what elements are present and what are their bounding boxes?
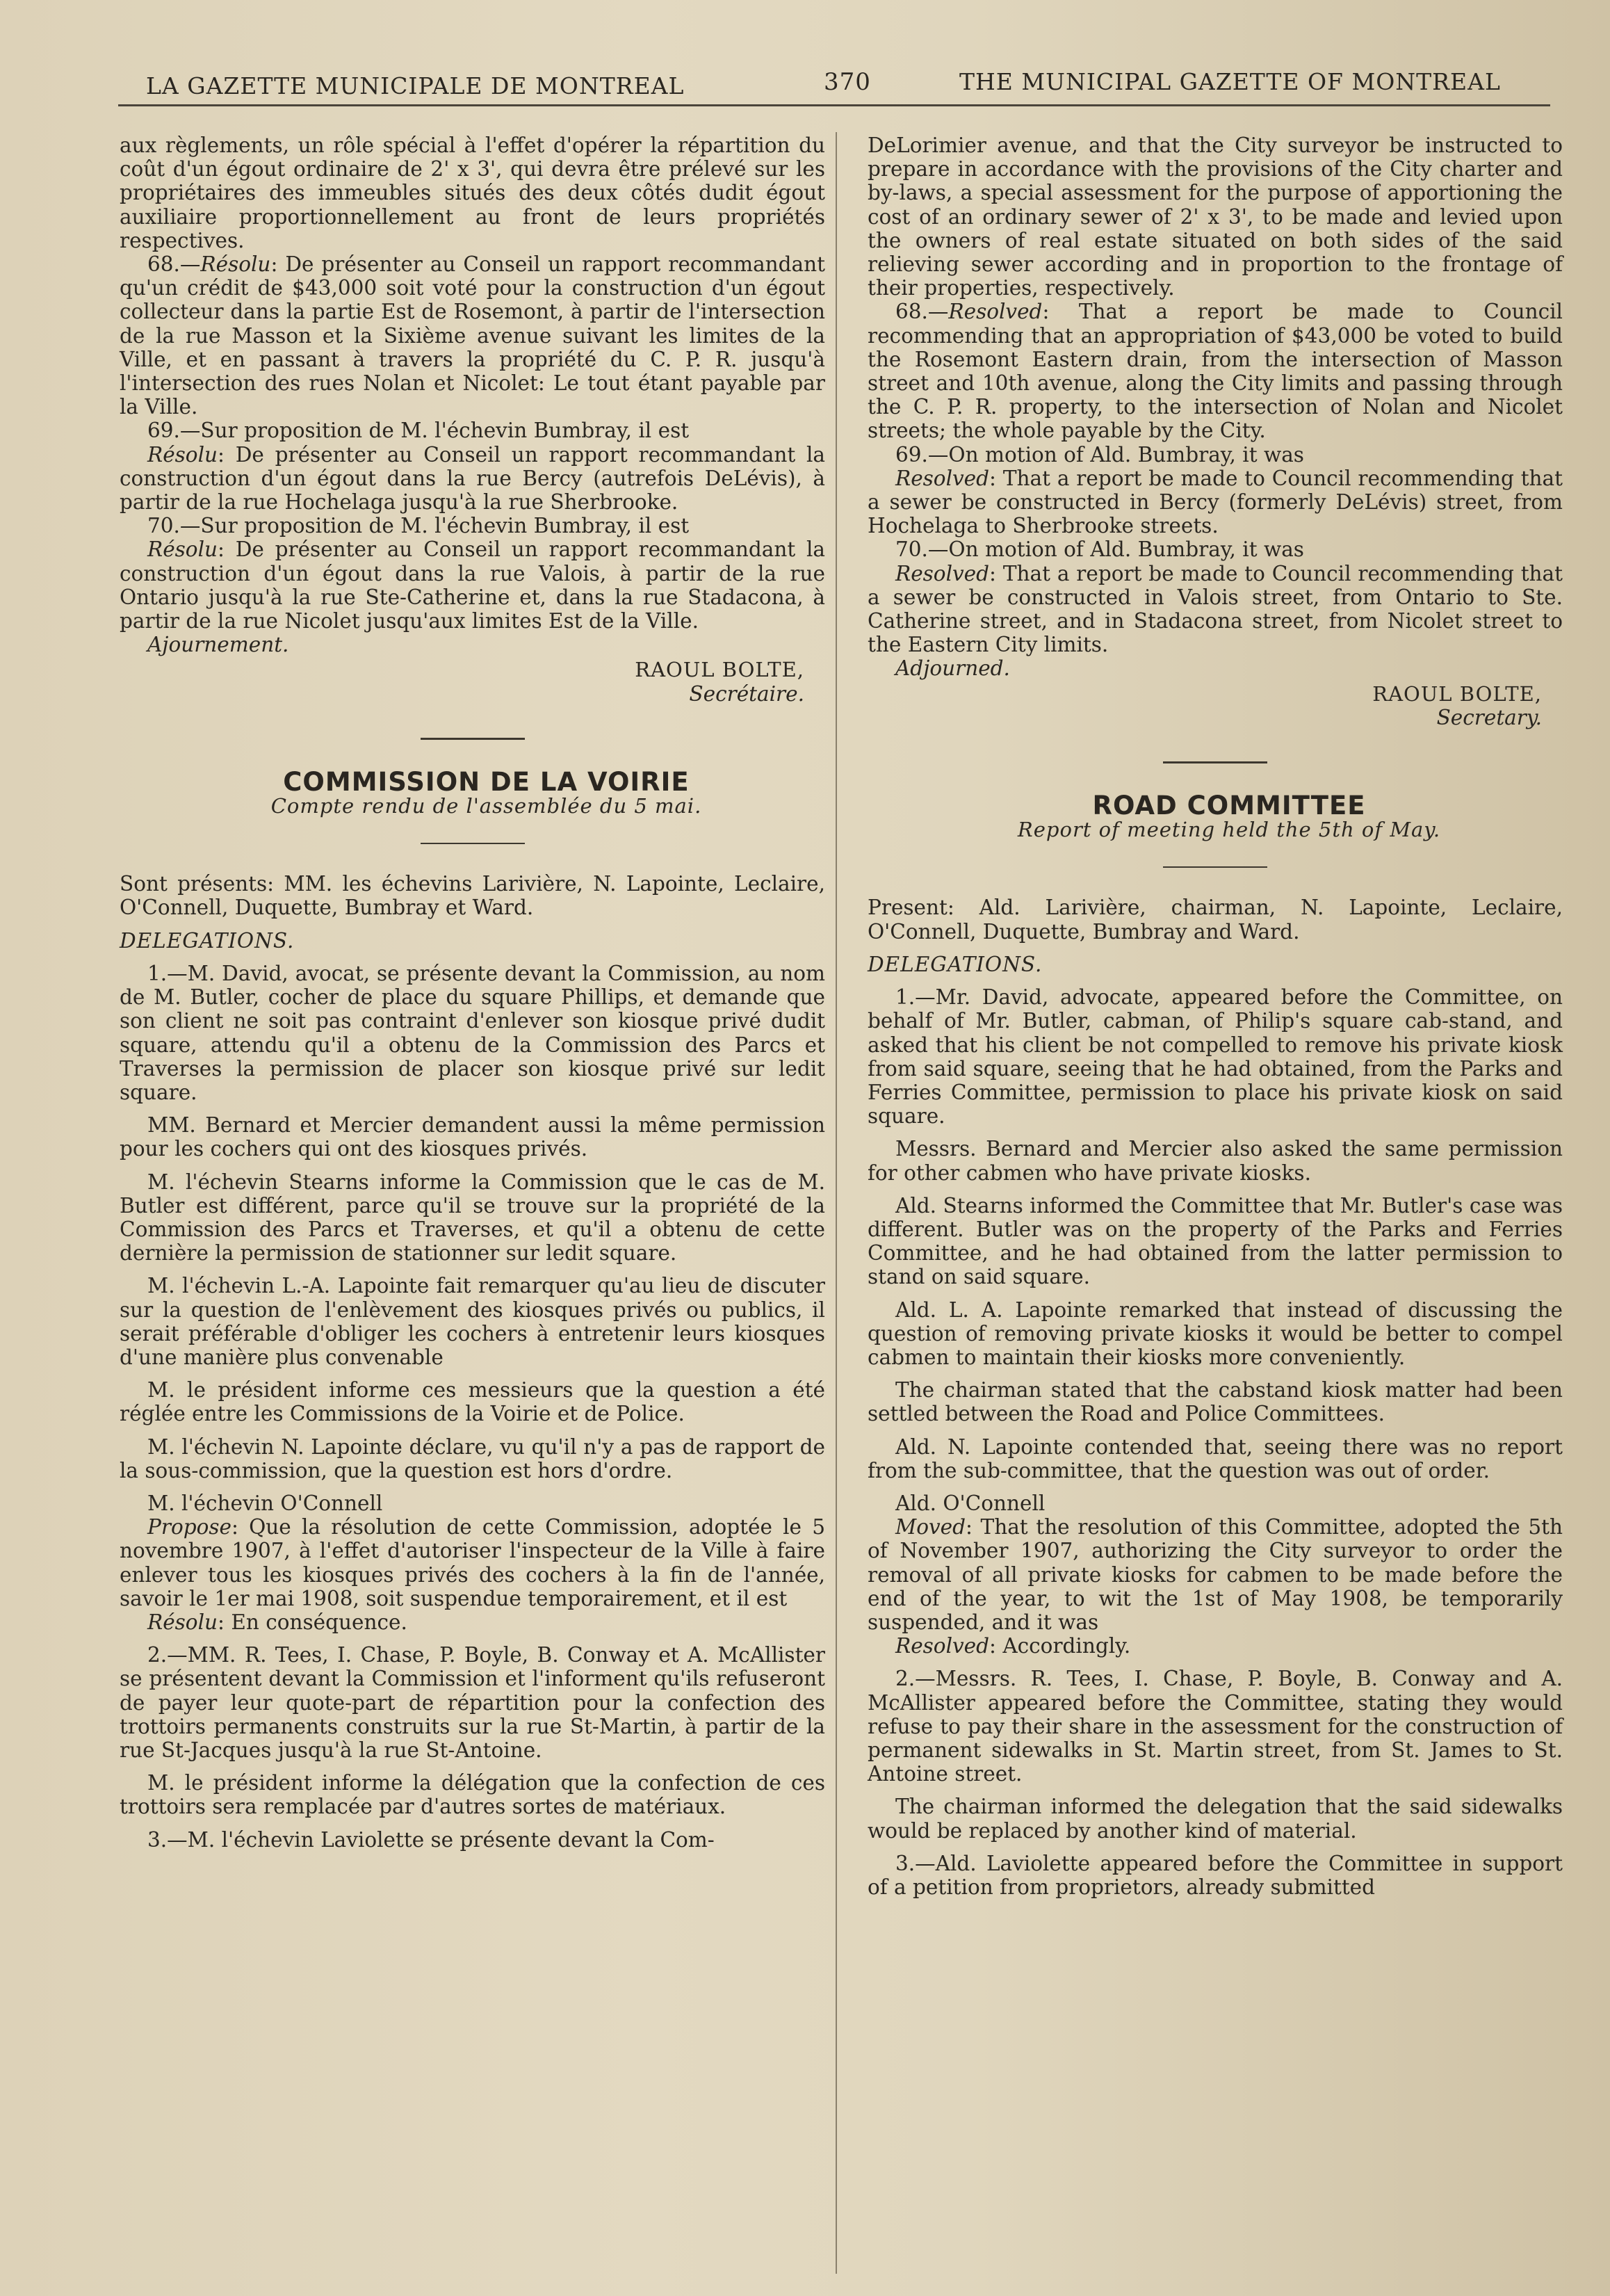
paragraph: Ald. O'Connell <box>895 1491 1046 1515</box>
paragraph-70: 70.—Sur proposition de M. l'échevin Bumbray, il est <box>147 514 690 538</box>
paragraph: Ald. L. A. Lapointe remarked that instead of discussing the question of removing private kiosks it would be better to compel cabmen to maintain their kiosks more conveniently. <box>868 1297 1563 1369</box>
page-header <box>139 68 1522 110</box>
delegation-2: 2.—Messrs. R. Tees, I. Chase, P. Boyle, B. Conway and A. McAllister appeared before the Committee, stating they would refuse to pay their share in the assessment for the construction of permanent sidewalks in St. Martin street, from St. James to St. Antoine street. <box>868 1667 1563 1786</box>
resolution-label: Résolu <box>147 1610 218 1634</box>
subsection-rule <box>421 843 525 844</box>
item-number: 68.— <box>895 300 949 324</box>
adjournment: Adjourned. <box>895 656 1010 681</box>
signature-title: Secretary. <box>1436 705 1542 729</box>
column-divider <box>836 132 837 2274</box>
section-subheading: Compte rendu de l'assemblée du 5 mai. <box>270 794 702 818</box>
section-rule <box>1163 761 1267 763</box>
resolution-text: : En conséquence. <box>218 1610 407 1634</box>
delegations-label: DELEGATIONS. <box>120 928 295 953</box>
paragraph: M. l'échevin N. Lapointe déclare, vu qu'il n'y a pas de rapport de la sous-commission, que la question est hors d'ordre. <box>120 1434 825 1482</box>
paragraph-68 <box>120 252 825 419</box>
resolution-label: Resolved <box>895 561 990 585</box>
paragraph: The chairman stated that the cabstand kiosk matter had been settled between the Road and Police Committees. <box>868 1378 1563 1426</box>
paragraph: M. l'échevin O'Connell <box>147 1491 383 1515</box>
resolution-text: : De présenter au Conseil un rapport recommandant la construction d'un égout dans la rue Bercy (autrefois DeLévis), à partir de la rue Hochelaga jusqu'à la rue Sherbrooke. <box>120 442 825 515</box>
paragraph: M. l'échevin Stearns informe la Commission que le cas de M. Butler est différent, parce qu'il se trouve sur la propriété de la Commission des Parcs et Traverses, et qu'il a obtenu de cette dernière la permission de stationner sur ledit square. <box>120 1170 825 1266</box>
paragraph-70-resolution <box>120 537 825 633</box>
delegation-1: 1.—M. David, avocat, se présente devant la Commission, au nom de M. Butler, cocher de place du square Phillips, et demande que son client ne soit pas contraint d'enlever son kiosque privé dudit square, attendu qu'il a obtenu de la Commission des Parcs et Traverses la permission de placer son kiosque privé sur ledit square. <box>120 961 825 1104</box>
paragraph-70: 70.—On motion of Ald. Bumbray, it was <box>895 537 1304 562</box>
motion-text: : Que la résolution de cette Commission, adoptée le 5 novembre 1907, à l'effet d'autoriser l'inspecteur de la Ville à faire enlever tous les kiosques privés des cochers à la fin de l'année, savoir le 1er mai 1908, soit suspendue temporairement, et il est <box>120 1515 825 1610</box>
paragraph-69: 69.—Sur proposition de M. l'échevin Bumbray, il est <box>147 419 690 443</box>
paragraph-69-resolution <box>120 443 825 515</box>
paragraph: DeLorimier avenue, and that the City surveyor be instructed to prepare in accordance with the provisions of the City charter and by-laws, a special assessment for the purpose of apportioning the cost of an ordinary sewer of 2' x 3', to be made and levied upon the owners of real estate situated on both sides of the said relieving sewer according and in proportion to the frontage of their properties, respectively. <box>868 134 1563 300</box>
delegations-label: DELEGATIONS. <box>868 952 1043 976</box>
resolution-label: Resolved <box>895 466 990 490</box>
paragraph-68 <box>868 300 1563 442</box>
resolution-text: : That a report be made to Council recommending that a sewer be constructed in Bercy (formerly DeLévis) street, from Hochelaga to Sherbrooke streets. <box>868 466 1563 538</box>
resolution-text: : De présenter au Conseil un rapport recommandant la construction d'un égout dans la rue Valois, à partir de la rue Ontario jusqu'à la rue Ste-Catherine et, dans la rue Stadacona, à partir de la rue Nicolet jusqu'aux limites Est de la Ville. <box>120 537 825 633</box>
motion-text: : That the resolution of this Committee, adopted the 5th of November 1907, authorizing the City surveyor to order the removal of all private kiosks for cabmen to be made before the end of the year, to wit the 1st of May 1908, be temporarily suspended, and it was <box>868 1515 1563 1634</box>
section-heading: ROAD COMMITTEE <box>1092 791 1366 821</box>
section-rule <box>421 738 525 740</box>
motion <box>868 1515 1563 1634</box>
motion-label: Moved <box>895 1515 966 1539</box>
header-title-english: THE MUNICIPAL GAZETTE OF MONTREAL <box>959 68 1501 95</box>
motion <box>120 1515 825 1610</box>
attendance: Sont présents: MM. les échevins Larivière, N. Lapointe, Leclaire, O'Connell, Duquette, Bumbray et Ward. <box>120 872 825 920</box>
resolution-text: : That a report be made to Council recommending that an appropriation of $43,000 be voted to build the Rosemont Eastern drain, from the intersection of Masson street and 10th avenue, along the City limits and passing through the C. P. R. property, to the intersection of Nolan and Nicolet streets; the whole payable by the City. <box>868 300 1563 443</box>
paragraph: Messrs. Bernard and Mercier also asked the same permission for other cabmen who have private kiosks. <box>868 1137 1563 1185</box>
resolution-label: Resolved <box>948 300 1043 324</box>
paragraph-69-resolution <box>868 467 1563 538</box>
attendance: Present: Ald. Larivière, chairman, N. Lapointe, Leclaire, O'Connell, Duquette, Bumbray and Ward. <box>868 896 1563 944</box>
section-subheading: Report of meeting held the 5th of May. <box>1017 818 1441 842</box>
delegation-3: 3.—Ald. Laviolette appeared before the Committee in support of a petition from proprietors, already submitted <box>868 1851 1563 1899</box>
signature-block <box>120 658 825 705</box>
french-column <box>120 134 825 1852</box>
resolution-label: Résolu <box>200 252 271 277</box>
adjournment: Ajournement. <box>147 633 289 657</box>
motion-label: Propose <box>147 1515 231 1539</box>
resolution-text: : Accordingly. <box>989 1634 1131 1658</box>
paragraph-69: 69.—On motion of Ald. Bumbray, it was <box>895 442 1304 467</box>
paragraph-70-resolution <box>868 562 1563 657</box>
resolution-text: : De présenter au Conseil un rapport recommandant qu'un crédit de $43,000 soit voté pour la construction d'un égout collecteur dans la partie Est de Rosemont, à partir de l'intersection de la rue Masson et la Sixième avenue suivant les limites de la Ville, et en passant à travers la propriété du C. P. R. jusqu'à l'intersection des rues Nolan et Nicolet: Le tout étant payable par la Ville. <box>120 252 825 419</box>
signature-name: RAOUL BOLTE, <box>1372 681 1542 706</box>
paragraph: The chairman informed the delegation that the said sidewalks would be replaced by another kind of material. <box>868 1795 1563 1843</box>
resolution <box>120 1610 825 1634</box>
signature-name: RAOUL BOLTE, <box>635 658 804 682</box>
header-rule <box>118 104 1550 106</box>
resolution <box>868 1634 1563 1658</box>
paragraph: M. le président informe ces messieurs que la question a été réglée entre les Commissions de la Voirie et de Police. <box>120 1378 825 1426</box>
delegation-2: 2.—MM. R. Tees, I. Chase, P. Boyle, B. Conway et A. McAllister se présentent devant la Commission et l'informent qu'ils refuseront de payer leur quote-part de répartition pour la confection des trottoirs permanents construits sur la rue St-Martin, à partir de la rue St-Jacques jusqu'à la rue St-Antoine. <box>120 1643 825 1762</box>
resolution-label: Résolu <box>147 442 218 467</box>
resolution-label: Résolu <box>147 537 218 562</box>
header-title-french: LA GAZETTE MUNICIPALE DE MONTREAL <box>146 72 685 99</box>
delegation-1: 1.—Mr. David, advocate, appeared before the Committee, on behalf of Mr. Butler, cabman, of Philip's square cab-stand, and asked that his client be not compelled to remove his private kiosk from said square, seeing that he had obtained, from the Parks and Ferries Committee, permission to place his private kiosk on said square. <box>868 985 1563 1129</box>
paragraph: MM. Bernard et Mercier demandent aussi la même permission pour les cochers qui ont des kiosques privés. <box>120 1113 825 1161</box>
subsection-rule <box>1163 866 1267 868</box>
delegation-3: 3.—M. l'échevin Laviolette se présente devant la Com- <box>147 1827 715 1852</box>
resolution-text: : That a report be made to Council recommending that a sewer be constructed in Valois street, from Ontario to Ste. Catherine street, and in Stadacona street, from Nicolet street to the Eastern City limits. <box>868 561 1563 657</box>
paragraph: M. l'échevin L.-A. Lapointe fait remarquer qu'au lieu de discuter sur la question de l'enlèvement des kiosques privés ou publics, il serait préférable d'obliger les cochers à entretenir leurs kiosques d'une manière plus convenable <box>120 1274 825 1369</box>
page-number: 370 <box>824 68 871 96</box>
paragraph: aux règlements, un rôle spécial à l'effet d'opérer la répartition du coût d'un égout ordinaire de 2' x 3', qui devra être prélevé sur les propriétaires des immeubles situés des deux côtés dudit égout auxiliaire proportionnellement au front de leurs propriétés respectives. <box>120 134 825 252</box>
paragraph: Ald. Stearns informed the Committee that Mr. Butler's case was different. Butler was on the property of the Parks and Ferries Committee, and he had obtained from the latter permission to stand on said square. <box>868 1193 1563 1289</box>
signature-block <box>868 682 1563 729</box>
paragraph: Ald. N. Lapointe contended that, seeing there was no report from the sub-committee, that the question was out of order. <box>868 1434 1563 1482</box>
section-heading: COMMISSION DE LA VOIRIE <box>283 766 690 797</box>
paragraph: M. le président informe la délégation que la confection de ces trottoirs sera remplacée par d'autres sortes de matériaux. <box>120 1771 825 1819</box>
signature-title: Secrétaire. <box>689 681 804 706</box>
resolution-label: Resolved <box>895 1634 990 1658</box>
item-number: 68.— <box>147 252 201 277</box>
english-column <box>868 134 1563 1899</box>
